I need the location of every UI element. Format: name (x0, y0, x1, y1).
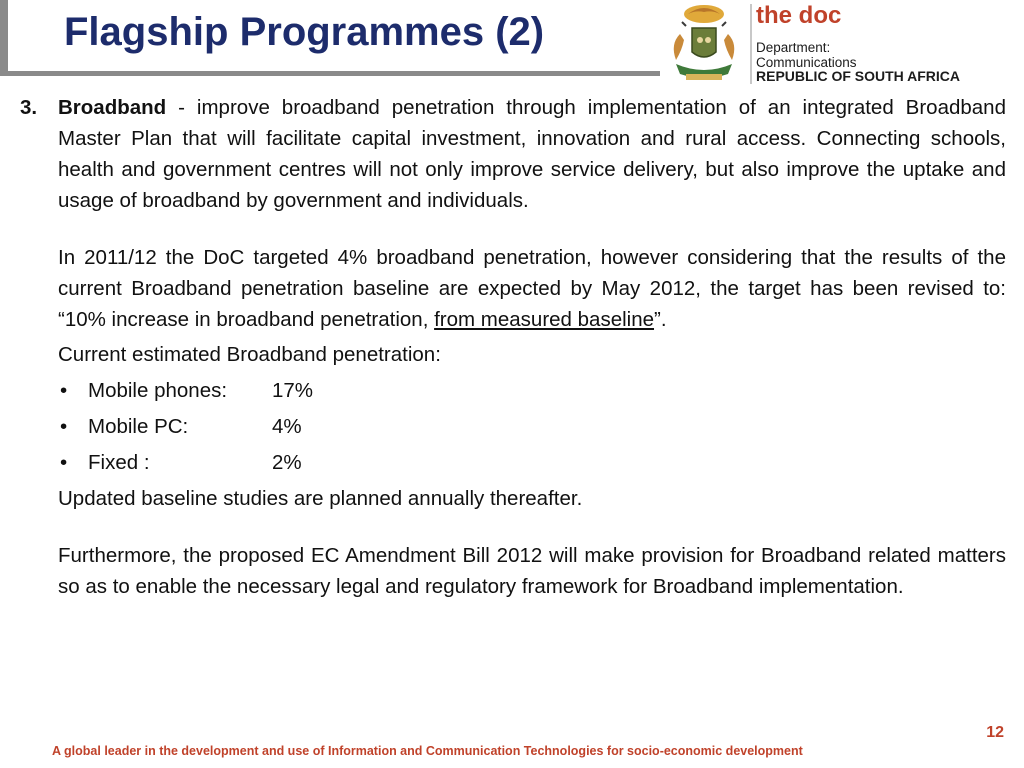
item-text: - improve broadband penetration through implementation of an integrated Broadband Master Plan that will facilitate capital investment, innovation and rural access. Connecting schools, health and government centres will not only improve service delivery, but also improve the uptake and usage of broadband by government and individuals. (58, 96, 1006, 212)
item-number: 3. (20, 96, 38, 119)
logo-divider (750, 4, 752, 84)
list-item-label: Mobile PC: (88, 415, 189, 438)
list-item (58, 447, 1006, 478)
coat-of-arms-icon (666, 4, 742, 84)
list-item (58, 411, 1006, 442)
list-item-label: Mobile phones: (88, 379, 228, 402)
page-number: 12 (986, 724, 1004, 741)
target-paragraph (58, 242, 1006, 335)
penetration-list (58, 375, 1006, 478)
target-end: ”. (654, 308, 667, 331)
brand-doc: doc (798, 2, 842, 29)
amendment-paragraph: Furthermore, the proposed EC Amendment Bill 2012 will make provision for Broadband related matters so as to enable the necessary legal and regulatory framework for Broadband implementation. (58, 544, 1006, 598)
target-text: In 2011/12 the DoC targeted 4% broadband penetration, however considering that the results of the current Broadband penetration baseline are expected by May 2012, the target has been revised to: “10% increase in broadband penetration, (58, 246, 1006, 331)
item-title: Broadband (58, 96, 167, 119)
brand-the: the (756, 2, 792, 29)
list-item (58, 375, 1006, 406)
dept-label: Department: (756, 40, 831, 55)
list-item-value: 17% (272, 379, 314, 402)
list-item-label: Fixed : (88, 451, 150, 474)
slide-body (20, 92, 1006, 602)
footer-tagline: A global leader in the development and use of Information and Communication Technologies for socio-economic development (52, 744, 803, 758)
brand-wordmark (756, 2, 841, 30)
country-name: REPUBLIC OF SOUTH AFRICA (756, 68, 961, 84)
dept-name: Communications (756, 55, 857, 70)
list-item-value: 4% (272, 415, 302, 438)
broadband-paragraph (58, 92, 1006, 216)
list-item-value: 2% (272, 451, 302, 474)
updated-text: Updated baseline studies are planned annually thereafter. (58, 487, 583, 510)
page-title: Flagship Programmes (2) (64, 10, 545, 54)
target-underlined: from measured baseline (434, 308, 655, 331)
current-label: Current estimated Broadband penetration: (58, 343, 441, 366)
dept-logo (660, 0, 1024, 88)
